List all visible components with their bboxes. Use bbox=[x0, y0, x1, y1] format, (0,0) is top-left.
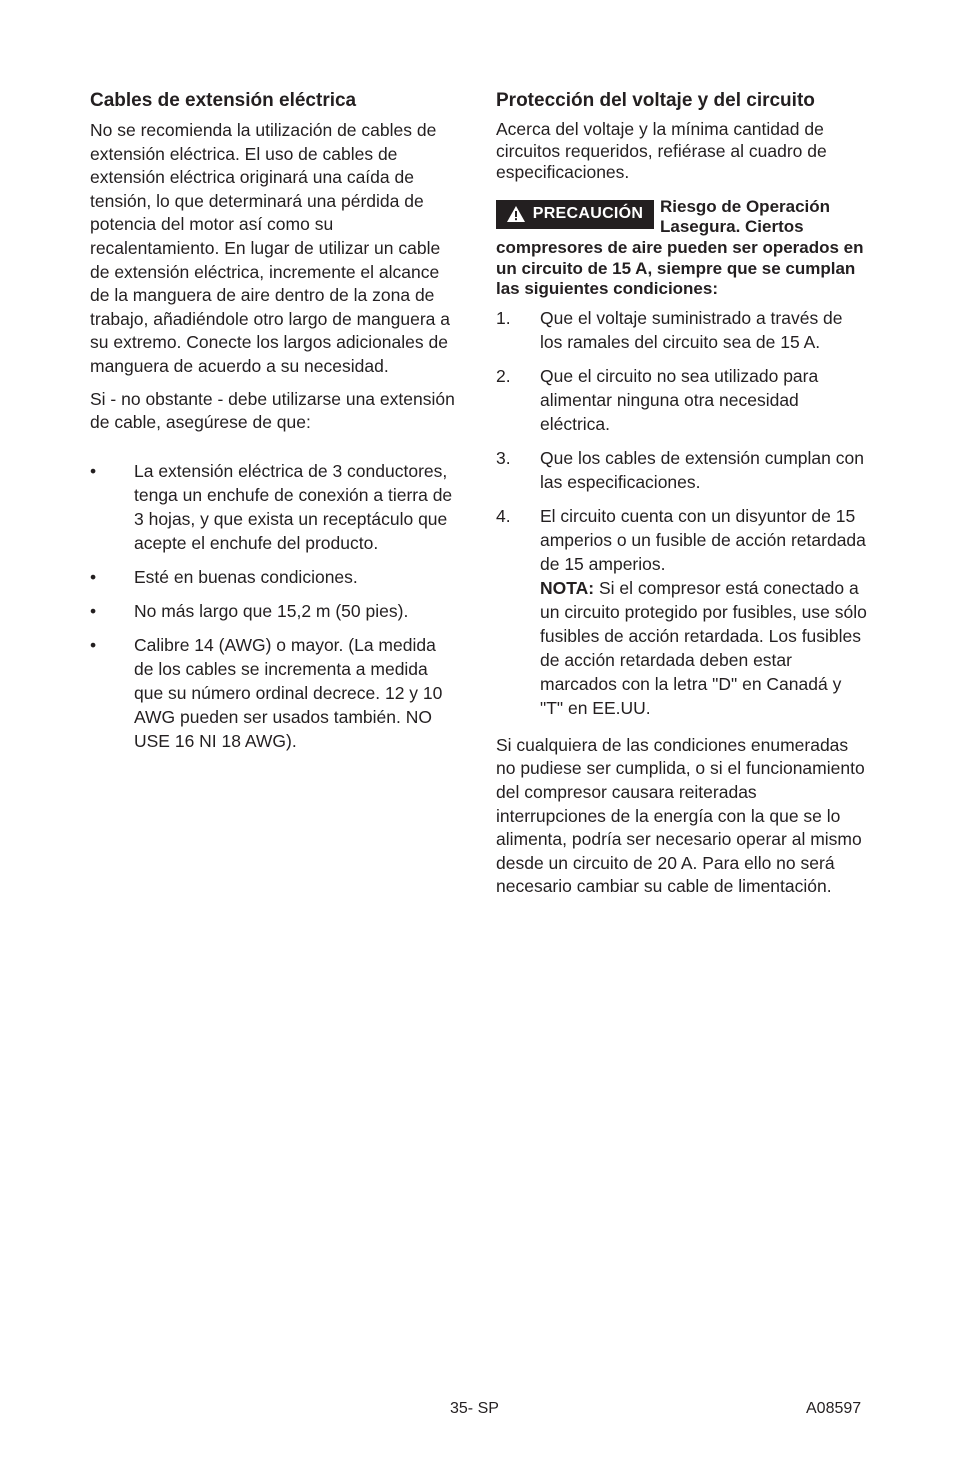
caution-label: PRECAUCIÓN bbox=[532, 204, 644, 222]
bullet-icon: • bbox=[90, 634, 97, 655]
list-item: • La extensión eléctrica de 3 conductores, tenga un enchufe de conexión a tierra de 3 hojas, y que exista un receptáculo que acepte el enchufe del producto. bbox=[90, 460, 453, 553]
circuit-conditions-list bbox=[496, 306, 868, 720]
list-item: 4. El circuito cuenta con un disyuntor de 15 amperios o un fusible de acción retardada de 15 amperios. NOTA: Si el compresor está conectado a un circuito protegido por fusibles, use sólo fusibles de acción retardada. Los fusibles de acción retardada deben estar marcados con la letra "D" en Canadá y "T" en EE.UU. bbox=[496, 505, 867, 718]
list-item: • Esté en buenas condiciones. bbox=[90, 566, 358, 587]
bullet-icon: • bbox=[90, 460, 97, 481]
bullet-icon: • bbox=[90, 566, 97, 587]
left-column bbox=[90, 88, 460, 763]
warning-triangle-icon bbox=[507, 206, 525, 222]
list-item: 2. Que el circuito no sea utilizado para alimentar ninguna otra necesidad eléctrica. bbox=[496, 365, 819, 434]
note-label: NOTA: bbox=[540, 577, 595, 598]
list-item: • No más largo que 15,2 m (50 pies). bbox=[90, 600, 409, 621]
caution-text: Riesgo de Operación Lasegura. Ciertos compresores de aire pueden ser operados en un circuito de 15 A, siempre que se cumplan las siguientes condiciones: bbox=[496, 196, 864, 299]
voltage-protection-heading: Protección del voltaje y del circuito bbox=[496, 90, 815, 111]
bullet-icon: • bbox=[90, 600, 97, 621]
caution-badge bbox=[496, 200, 654, 229]
list-item: 3. Que los cables de extensión cumplan con las especificaciones. bbox=[496, 447, 864, 492]
caution-warning bbox=[496, 197, 868, 300]
list-item: • Calibre 14 (AWG) o mayor. (La medida de los cables se incrementa a medida que su número ordinal decrece. 12 y 10 AWG pueden ser usados también. NO USE 16 NI 18 AWG). bbox=[90, 634, 443, 751]
page-number: 35- SP bbox=[450, 1400, 499, 1417]
extension-cords-heading: Cables de extensión eléctrica bbox=[90, 90, 357, 111]
extension-cord-requirements-list bbox=[90, 459, 460, 753]
extension-cords-paragraph: No se recomienda la utilización de cables de extensión eléctrica. El uso de cables de extensión eléctrica originará una caída de tensión, lo que determinará una pérdida de potencia del motor así como su recalentamiento. En lugar de utilizar un cable de extensión eléctrica, incremente el alcance de la manguera de aire dentro de la zona de trabajo, añadiéndole otro largo de manguera a su extremo. Conecte los largos adicionales de manguera de acuerdo a su necesidad. bbox=[90, 120, 450, 376]
note-text: Si el compresor está conectado a un circuito protegido por fusibles, use sólo fusibles de acción retardada. Los fusibles de acción retardada deben estar marcados con la letra "D" en Canadá y "T" en EE.UU. bbox=[540, 577, 867, 718]
closing-paragraph: Si cualquiera de las condiciones enumeradas no pudiese ser cumplida, o si el funcionamiento del compresor causara reiteradas interrupciones de la energía con la que se lo alimenta, podría ser necesario operar al mismo desde un circuito de 20 A. Para ello no será necesario cambiar su cable de limentación. bbox=[496, 734, 865, 897]
document-code: A08597 bbox=[806, 1400, 862, 1417]
right-column bbox=[496, 88, 868, 908]
voltage-protection-intro: Acerca del voltaje y la mínima cantidad de circuitos requeridos, refiérase al cuadro de especificaciones. bbox=[496, 119, 827, 183]
list-item: 1. Que el voltaje suministrado a través de los ramales del circuito sea de 15 A. bbox=[496, 307, 843, 352]
extension-cords-condition-intro: Si - no obstante - debe utilizarse una extensión de cable, asegúrese de que: bbox=[90, 388, 455, 433]
